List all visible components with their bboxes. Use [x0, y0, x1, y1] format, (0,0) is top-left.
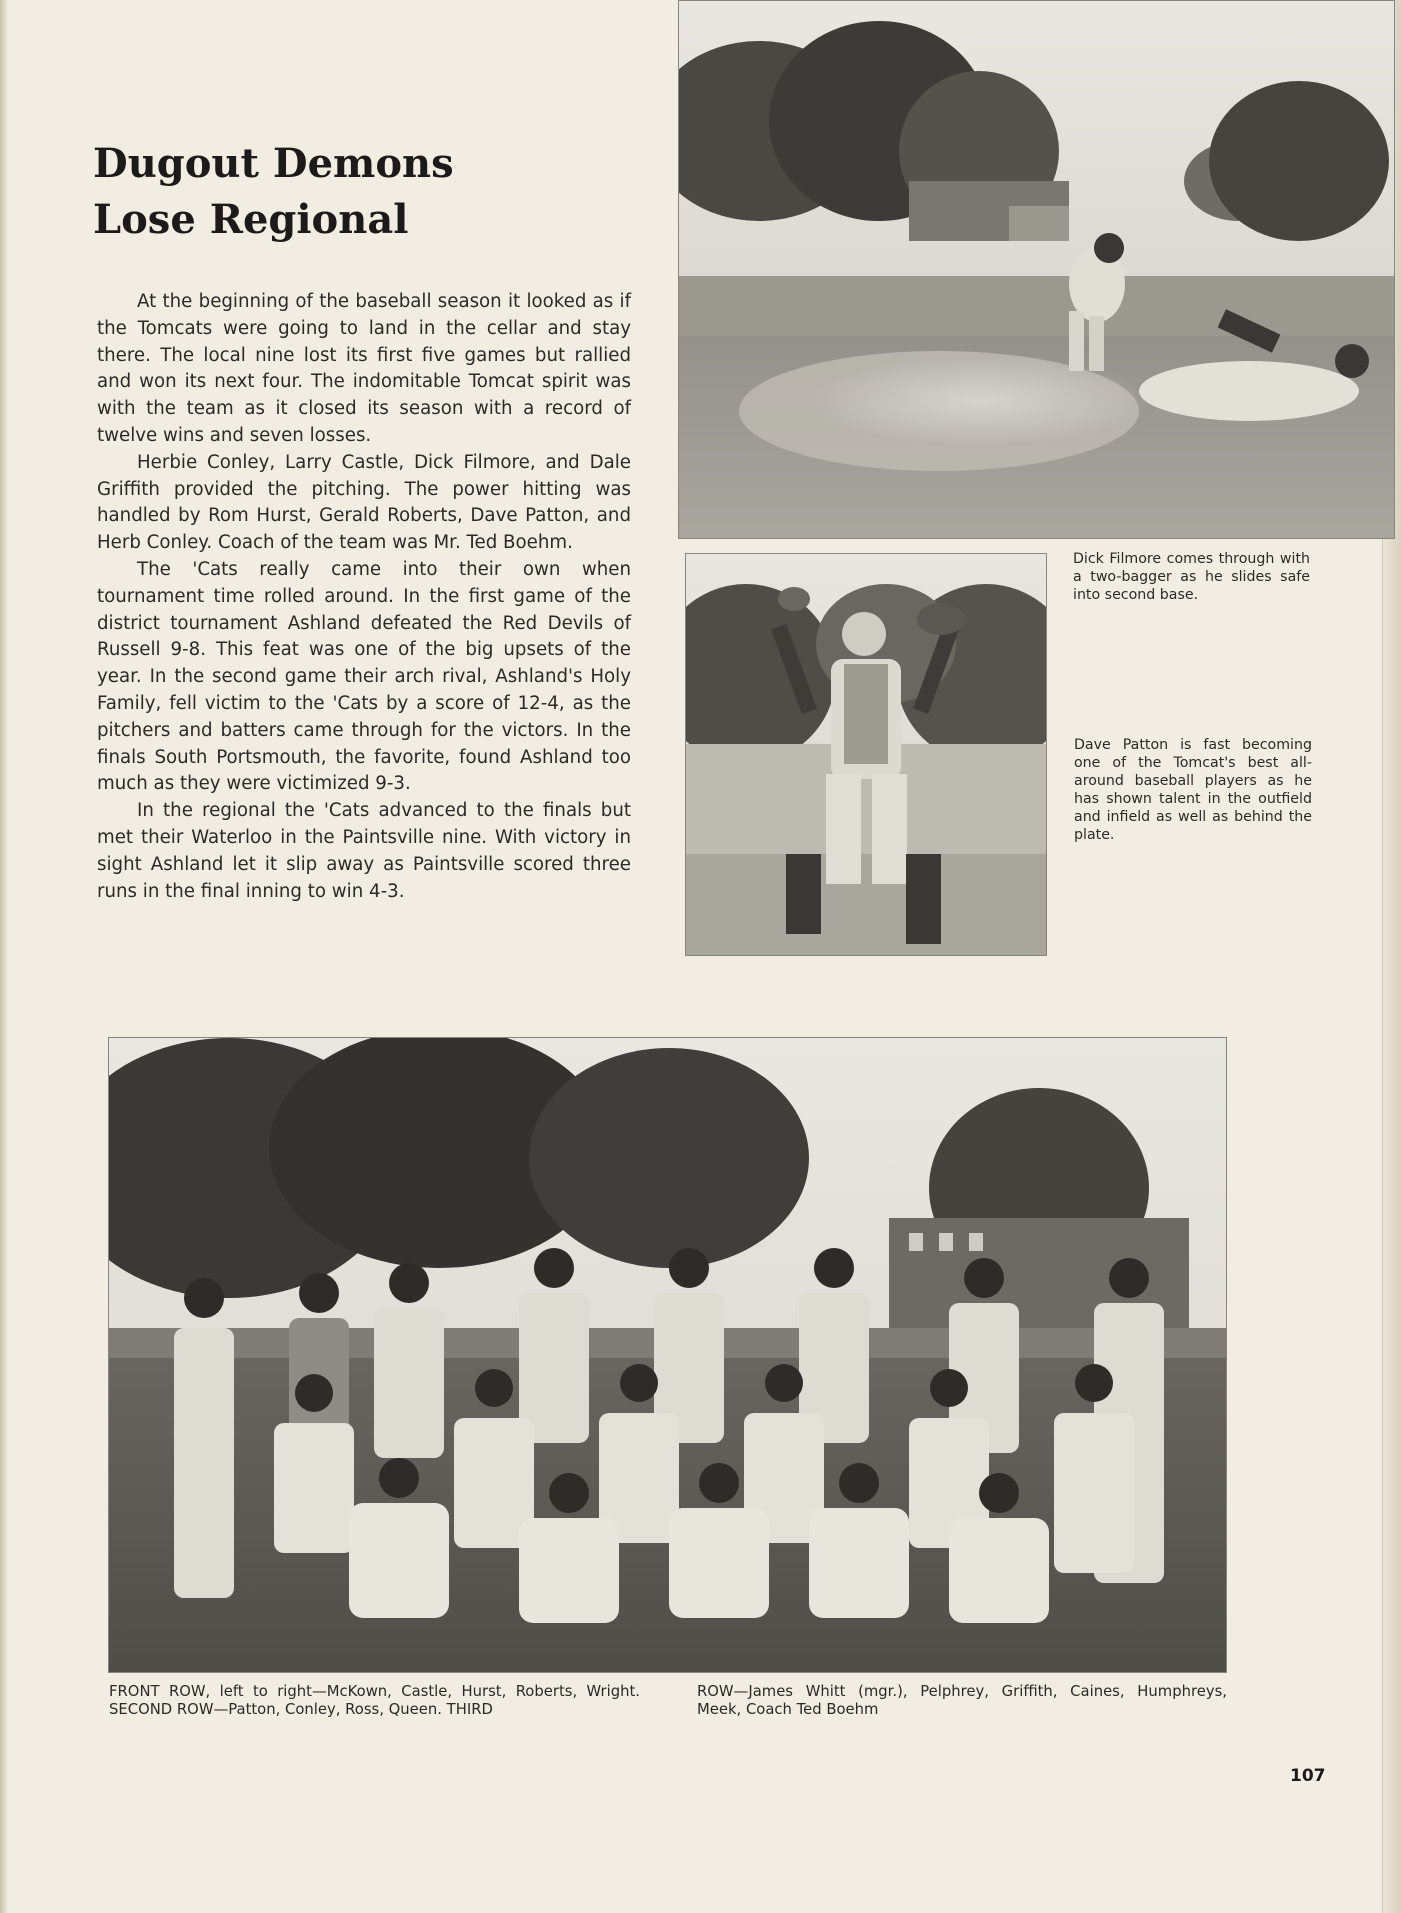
- photo-catcher-image: [686, 554, 1046, 955]
- paragraph-3: The 'Cats really came into their own when tournament time rolled around. In the first game of the district tournament Ashland defeated the Red Devils of Russell 9-8. This feat was one of the big upsets of the year. In the second game their arch rival, Ashland's Holy Family, fell victim to the 'Cats by a score of 12-4, as the pitchers and batters came through for the victors. In the finals South Portsmouth, the favorite, found Ashland too much as they were victimized 9-3.: [97, 558, 631, 795]
- photo-catcher: [685, 553, 1047, 956]
- photo-team: [108, 1037, 1227, 1673]
- photo-team-image: [109, 1038, 1226, 1672]
- article-body: [97, 289, 631, 905]
- photo-slide-into-second: [678, 0, 1395, 539]
- paragraph-4: In the regional the 'Cats advanced to the finals but met their Waterloo in the Paintsville nine. With victory in sight Ashland let it slip away as Paintsville scored three runs in the final inning to win 4-3.: [97, 800, 631, 902]
- team-caption-left: FRONT ROW, left to right—McKown, Castle, Hurst, Roberts, Wright. SECOND ROW—Patton, Conley, Ross, Queen. THIRD: [109, 1683, 640, 1718]
- team-caption-right: ROW—James Whitt (mgr.), Pelphrey, Griffith, Caines, Humphreys, Meek, Coach Ted Boehm: [697, 1683, 1227, 1718]
- paragraph-1: At the beginning of the baseball season it looked as if the Tomcats were going to land in the cellar and stay there. The local nine lost its first five games but rallied and won its next four. The indomitable Tomcat spirit was with the team as it closed its season with a record of twelve wins and seven losses.: [97, 291, 631, 446]
- caption-catcher: Dave Patton is fast becoming one of the Tomcat's best all-around baseball players as he has shown talent in the outfield and infield as well as behind the plate.: [1074, 737, 1312, 843]
- title-line-1: Dugout Demons: [93, 140, 454, 187]
- photo-slide-image: [679, 1, 1394, 538]
- article-title: [93, 136, 653, 248]
- title-line-2: Lose Regional: [93, 196, 409, 243]
- page-number: 107: [1290, 1766, 1326, 1786]
- page-binding-edge: [0, 0, 8, 1913]
- paragraph-2: Herbie Conley, Larry Castle, Dick Filmore, and Dale Griffith provided the pitching. The power hitting was handled by Rom Hurst, Gerald Roberts, Dave Patton, and Herb Conley. Coach of the team was Mr. Ted Boehm.: [97, 451, 631, 554]
- caption-slide: Dick Filmore comes through with a two-bagger as he slides safe into second base.: [1073, 551, 1310, 603]
